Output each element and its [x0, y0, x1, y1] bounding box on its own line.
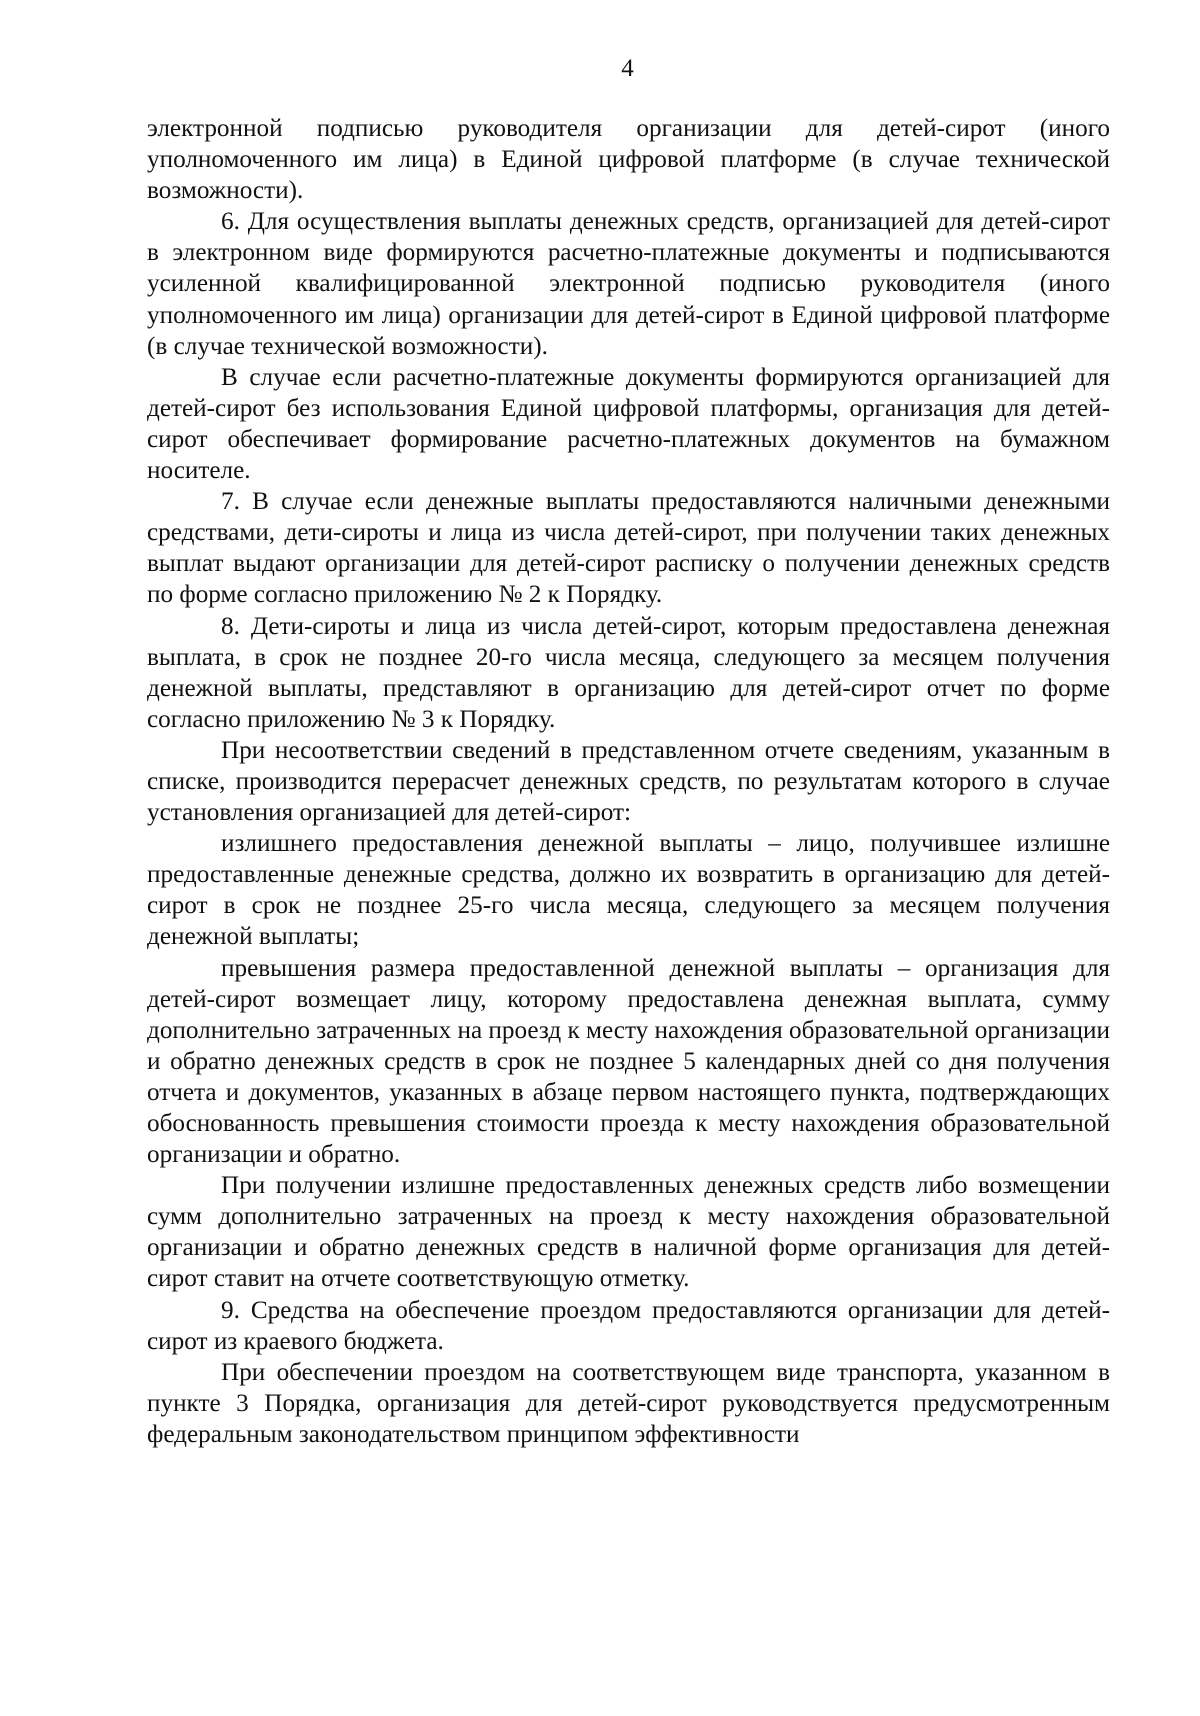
page-number: 4	[621, 55, 634, 82]
paragraph-excess-payment: излишнего предоставления денежной выплаты – лицо, получившее излишне предоставленные денежные средства, должно их возвратить в организацию для детей-сирот в срок не позднее 25-го числа месяца, следующего за месяцем получения денежной выплаты;	[147, 830, 1110, 951]
document-body	[147, 113, 1110, 1450]
paragraph-item-6: 6. Для осуществления выплаты денежных средств, организацией для детей-сирот в электронном виде формируются расчетно-платежные документы и подписываются усиленной квалифицированной электронной подписью руководителя (иного уполномоченного им лица) организации для детей-сирот в Единой цифровой платформе (в случае технической возможности).	[147, 208, 1110, 360]
paragraph-item-9: 9. Средства на обеспечение проездом предоставляются организации для детей-сирот из краевого бюджета.	[147, 1296, 1110, 1355]
paragraph-item-7: 7. В случае если денежные выплаты предоставляются наличными денежными средствами, дети-сироты и лица из числа детей-сирот, при получении таких денежных выплат выдают организации для детей-сирот расписку о получении денежных средств по форме согласно приложению № 2 к Порядку.	[147, 488, 1110, 609]
paragraph-recalculation: При несоответствии сведений в представленном отчете сведениям, указанным в списке, производится перерасчет денежных средств, по результатам которого в случае установления организацией для детей-сирот:	[147, 736, 1110, 827]
paragraph-item-8: 8. Дети-сироты и лица из числа детей-сирот, которым предоставлена денежная выплата, в срок не позднее 20-го числа месяца, следующего за месяцем получения денежной выплаты, представляют в организацию для детей-сирот отчет по форме согласно приложению № 3 к Порядку.	[147, 612, 1110, 733]
paragraph-continuation: электронной подписью руководителя организации для детей-сирот (иного уполномоченного им лица) в Единой цифровой платформе (в случае технической возможности).	[147, 115, 1110, 205]
paragraph-transport-efficiency: При обеспечении проездом на соответствующем виде транспорта, указанном в пункте 3 Порядка, организация для детей-сирот руководствуется предусмотренным федеральным законодательством принципом эффективности	[147, 1358, 1110, 1448]
paragraph-paper-documents: В случае если расчетно-платежные документы формируются организацией для детей-сирот без использования Единой цифровой платформы, организация для детей-сирот обеспечивает формирование расчетно-платежных документов на бумажном носителе.	[147, 363, 1110, 485]
paragraph-exceeding-payment: превышения размера предоставленной денежной выплаты – организация для детей-сирот возмещает лицу, которому предоставлена денежная выплата, сумму дополнительно затраченных на проезд к месту нахождения образовательной организации и обратно денежных средств в срок не позднее 5 календарных дней со дня получения отчета и документов, указанных в абзаце первом настоящего пункта, подтверждающих обоснованность превышения стоимости проезда к месту нахождения образовательной организации и обратно.	[147, 954, 1110, 1169]
paragraph-report-mark: При получении излишне предоставленных денежных средств либо возмещении сумм дополнительно затраченных на проезд к месту нахождения образовательной организации и обратно денежных средств в наличной форме организация для детей-сирот ставит на отчете соответствующую отметку.	[147, 1172, 1110, 1293]
